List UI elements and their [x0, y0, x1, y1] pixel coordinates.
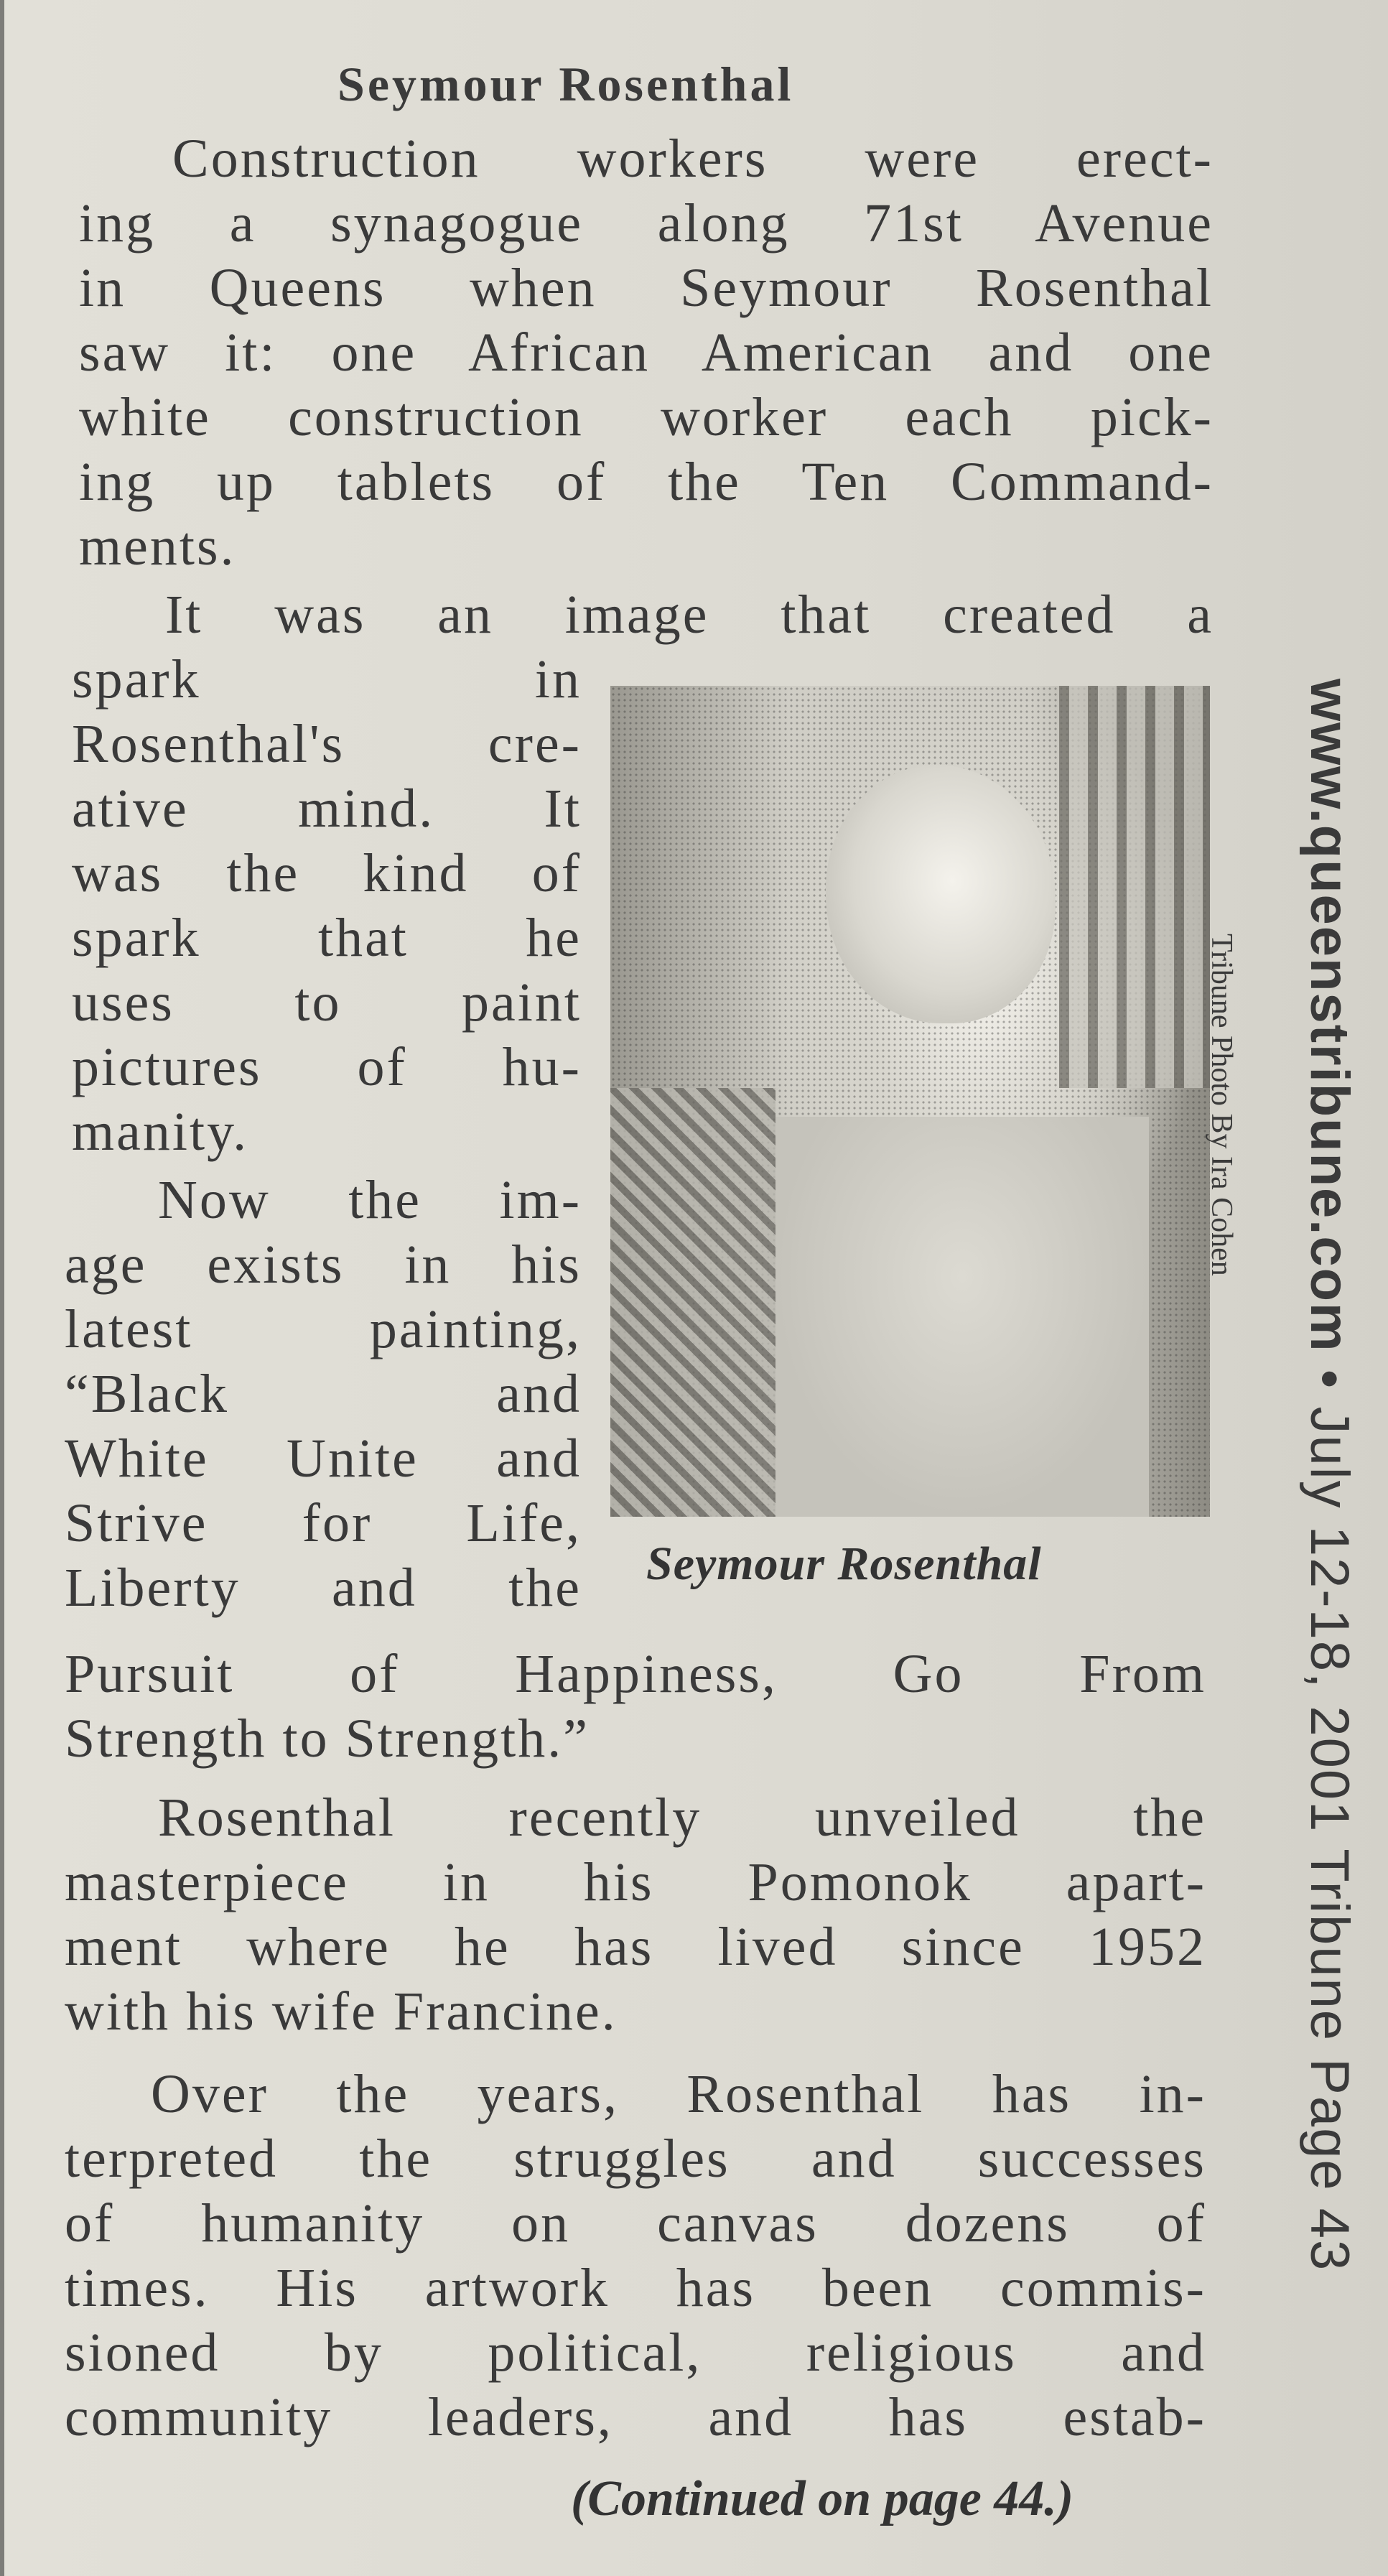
background-curtain	[1059, 686, 1210, 1088]
subject-shirt	[610, 1088, 775, 1517]
body-line: spark in	[72, 649, 582, 710]
body-line: Pursuit of Happiness, Go From	[65, 1644, 1206, 1704]
body-line: sioned by political, religious and	[65, 2322, 1206, 2383]
photo-credit: Tribune Photo By Ira Cohen	[1205, 934, 1238, 1276]
body-line: was the kind of	[72, 843, 582, 903]
body-line: Strength to Strength.”	[65, 1708, 590, 1769]
body-line: manity.	[72, 1102, 249, 1162]
continued-note: (Continued on page 44.)	[571, 2471, 1074, 2526]
body-line: Rosenthal's cre-	[72, 714, 582, 774]
body-line: ing a synagogue along 71st Avenue	[79, 193, 1214, 254]
body-line: white construction worker each pick-	[79, 387, 1214, 447]
column-rule	[0, 0, 4, 2576]
article-title: Seymour Rosenthal	[337, 57, 794, 111]
body-line: Now the im-	[158, 1170, 582, 1230]
website-url: www.queenstribune.com	[1299, 679, 1360, 1353]
body-line: Construction workers were erect-	[172, 129, 1214, 189]
body-line: pictures of hu-	[72, 1037, 582, 1097]
body-line: Over the years, Rosenthal has in-	[151, 2064, 1206, 2124]
held-canvas	[775, 1117, 1149, 1517]
body-line: ing up tablets of the Ten Command-	[79, 452, 1214, 512]
body-line: terpreted the struggles and successes	[65, 2129, 1206, 2189]
photo-caption: Seymour Rosenthal	[646, 1538, 1042, 1590]
body-line: latest painting,	[65, 1299, 582, 1359]
body-line: uses to paint	[72, 972, 582, 1033]
subject-head	[826, 765, 1056, 1023]
body-line: It was an image that created a	[165, 585, 1214, 645]
body-line: community leaders, and has estab-	[65, 2387, 1206, 2447]
body-line: in Queens when Seymour Rosenthal	[79, 258, 1214, 318]
body-line: times. His artwork has been commis-	[65, 2258, 1206, 2318]
body-line: Strive for Life,	[65, 1493, 582, 1553]
issue-date-page: July 12-18, 2001 Tribune Page 43	[1299, 1406, 1360, 2272]
body-line: with his wife Francine.	[65, 1981, 618, 2042]
body-line: of humanity on canvas dozens of	[65, 2193, 1206, 2254]
body-line: spark that he	[72, 908, 582, 968]
body-line: Liberty and the	[65, 1558, 582, 1618]
body-line: masterpiece in his Pomonok apart-	[65, 1852, 1206, 1912]
body-line: White Unite and	[65, 1428, 582, 1489]
body-line: age exists in his	[65, 1234, 582, 1295]
body-line: Rosenthal recently unveiled the	[158, 1787, 1206, 1848]
body-line: ment where he has lived since 1952	[65, 1917, 1206, 1977]
body-line: “Black and	[65, 1364, 582, 1424]
body-line: ments.	[79, 516, 236, 577]
page-sideline	[1298, 679, 1361, 2272]
body-line: saw it: one African American and one	[79, 322, 1214, 383]
bullet-separator: •	[1299, 1369, 1360, 1390]
portrait-photo	[610, 686, 1210, 1517]
body-line: ative mind. It	[72, 778, 582, 839]
